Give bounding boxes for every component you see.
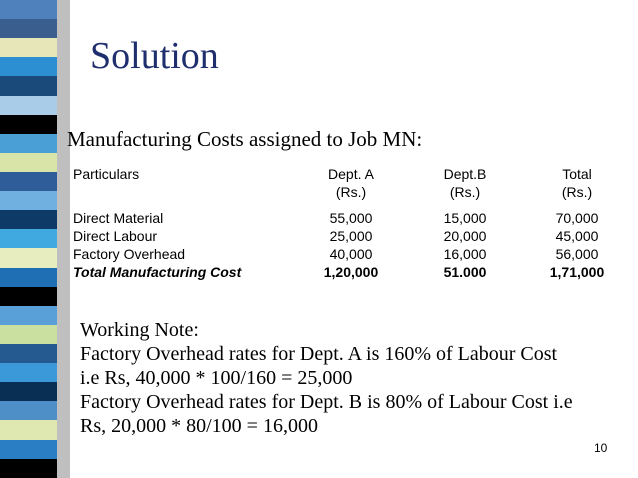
stripe-block bbox=[0, 38, 57, 57]
stripe-block bbox=[0, 325, 57, 344]
stripe-block bbox=[0, 115, 57, 134]
stripe-block bbox=[0, 344, 57, 363]
row-label: Direct Labour bbox=[73, 228, 158, 244]
row-value: 70,000 bbox=[555, 210, 599, 226]
header-cell: (Rs.) bbox=[561, 184, 593, 200]
header-cell: (Rs.) bbox=[335, 184, 367, 200]
stripe-block bbox=[0, 459, 57, 478]
row-value: 16,000 bbox=[443, 246, 487, 262]
total-value: 1,20,000 bbox=[323, 264, 379, 280]
header-cell: Particulars bbox=[73, 166, 140, 182]
table-row bbox=[73, 227, 633, 245]
header-cell: Dept. A bbox=[328, 166, 374, 182]
table-spacer bbox=[73, 201, 633, 209]
row-value: 45,000 bbox=[555, 228, 599, 244]
working-note-line: Factory Overhead rates for Dept. A is 160% of Labour Cost bbox=[80, 343, 558, 365]
slide-subtitle: Manufacturing Costs assigned to Job MN: bbox=[67, 127, 423, 151]
stripe-block bbox=[0, 287, 57, 306]
stripe-block bbox=[0, 306, 57, 325]
slide-title: Solution bbox=[90, 35, 219, 77]
stripe-block bbox=[0, 363, 57, 382]
working-note bbox=[80, 318, 573, 438]
stripe-block bbox=[0, 210, 57, 229]
row-label: Factory Overhead bbox=[73, 246, 186, 262]
stripe-block bbox=[0, 248, 57, 267]
stripe-block bbox=[0, 172, 57, 191]
row-value: 15,000 bbox=[443, 210, 487, 226]
stripe-block bbox=[0, 440, 57, 459]
table-header-row bbox=[73, 165, 633, 183]
row-value: 55,000 bbox=[329, 210, 373, 226]
row-label: Direct Material bbox=[73, 210, 164, 226]
stripe-block bbox=[0, 420, 57, 439]
header-cell bbox=[73, 183, 293, 201]
total-label: Total Manufacturing Cost bbox=[73, 264, 242, 280]
row-value: 40,000 bbox=[329, 246, 373, 262]
decorative-stripe bbox=[0, 0, 57, 478]
stripe-block bbox=[0, 76, 57, 95]
header-cell: (Rs.) bbox=[449, 184, 481, 200]
stripe-block bbox=[0, 229, 57, 248]
cost-table bbox=[73, 165, 633, 281]
working-note-line: Working Note: bbox=[80, 319, 199, 341]
stripe-block bbox=[0, 401, 57, 420]
side-bar bbox=[57, 0, 70, 478]
stripe-block bbox=[0, 57, 57, 76]
stripe-block bbox=[0, 134, 57, 153]
row-value: 56,000 bbox=[555, 246, 599, 262]
stripe-block bbox=[0, 268, 57, 287]
working-note-line: Rs, 20,000 * 80/100 = 16,000 bbox=[80, 415, 318, 437]
total-value: 1,71,000 bbox=[549, 264, 605, 280]
row-value: 20,000 bbox=[443, 228, 487, 244]
total-value: 51.000 bbox=[443, 264, 487, 280]
header-cell: Dept.B bbox=[443, 166, 487, 182]
stripe-block bbox=[0, 96, 57, 115]
stripe-block bbox=[0, 0, 57, 19]
stripe-block bbox=[0, 153, 57, 172]
working-note-line: Factory Overhead rates for Dept. B is 80% of Labour Cost i.e bbox=[80, 391, 573, 413]
stripe-block bbox=[0, 191, 57, 210]
row-value: 25,000 bbox=[329, 228, 373, 244]
working-note-line: i.e Rs, 40,000 * 100/160 = 25,000 bbox=[80, 367, 353, 389]
header-cell: Total bbox=[562, 166, 592, 182]
stripe-block bbox=[0, 382, 57, 401]
page-number: 10 bbox=[594, 441, 608, 455]
table-row bbox=[73, 245, 633, 263]
stripe-block bbox=[0, 19, 57, 38]
table-row bbox=[73, 209, 633, 227]
table-total-row bbox=[73, 263, 633, 281]
table-header-row bbox=[73, 183, 633, 201]
